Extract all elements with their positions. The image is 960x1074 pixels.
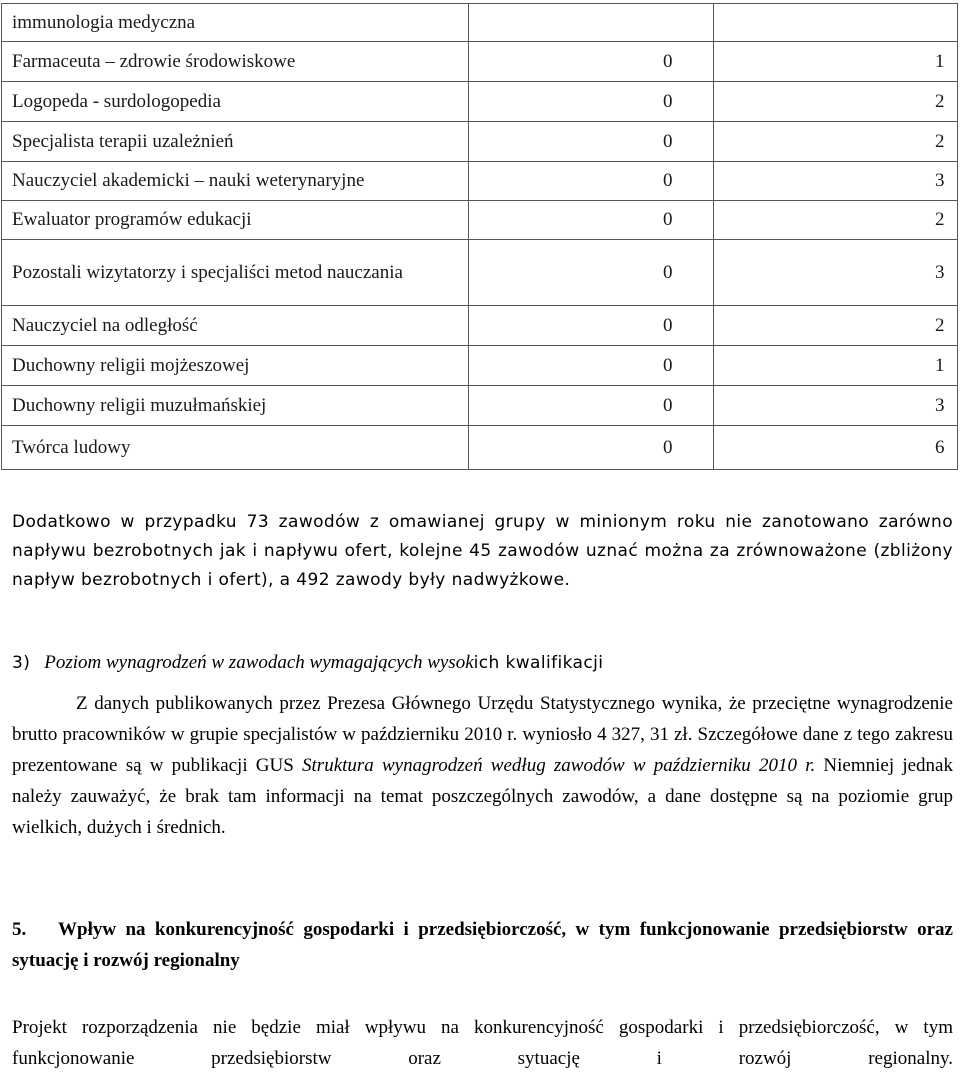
- occupation-name: Twórca ludowy: [2, 426, 469, 470]
- table-row: [2, 4, 958, 42]
- value-a: 0: [469, 42, 714, 82]
- value-b: 3: [714, 162, 958, 201]
- occupation-name: Farmaceuta – zdrowie środowiskowe: [2, 42, 469, 82]
- table-row: [2, 386, 958, 426]
- paragraph-wages: [12, 688, 953, 843]
- section-3-heading: [12, 648, 953, 678]
- value-b: 3: [714, 386, 958, 426]
- value-a: 0: [469, 201, 714, 240]
- section-3-number: 3): [12, 653, 31, 673]
- value-a: 0: [469, 346, 714, 386]
- value-b: [714, 4, 958, 42]
- paragraph-wages-part1: Z danych publikowanych przez Prezesa Głównego Urzędu Statystycznego wynika, że przeciętne wynagrodzenie brutto pracowników w grupie specjalistów w październiku 2010 r. wyniosło 4 327, 31 zł. Szczegółowe dane z tego zakresu prezentowane są w publikacji GUS: [12, 693, 953, 776]
- occupation-name: Nauczyciel na odległość: [2, 306, 469, 346]
- table-row: [2, 426, 958, 470]
- occupation-name: Pozostali wizytatorzy i specjaliści metod nauczania: [2, 240, 469, 306]
- occupation-name: Logopeda - surdologopedia: [2, 82, 469, 122]
- value-b: 2: [714, 201, 958, 240]
- value-b: 2: [714, 306, 958, 346]
- value-a: 0: [469, 306, 714, 346]
- table-row: [2, 162, 958, 201]
- table-row: [2, 82, 958, 122]
- value-a: 0: [469, 82, 714, 122]
- occupation-name: Duchowny religii muzułmańskiej: [2, 386, 469, 426]
- value-b: 3: [714, 240, 958, 306]
- value-b: 2: [714, 82, 958, 122]
- paragraph-competitiveness: Projekt rozporządzenia nie będzie miał wpływu na konkurencyjność gospodarki i przedsiębiorczość, w tym funkcjonowanie przedsiębiorstw oraz sytuację i rozwój regionalny.: [12, 1017, 953, 1069]
- occupation-name: Duchowny religii mojżeszowej: [2, 346, 469, 386]
- table-row: [2, 346, 958, 386]
- value-a: 0: [469, 122, 714, 162]
- occupation-name: immunologia medyczna: [2, 4, 469, 42]
- value-b: 2: [714, 122, 958, 162]
- value-b: 1: [714, 42, 958, 82]
- table-row: [2, 306, 958, 346]
- table-row: [2, 42, 958, 82]
- section-5-title: Wpływ na konkurencyjność gospodarki i przedsiębiorczość, w tym funkcjonowanie przedsiębiorstw oraz sytuację i rozwój regionalny: [12, 919, 953, 971]
- value-a: [469, 4, 714, 42]
- value-a: 0: [469, 240, 714, 306]
- table-row: [2, 122, 958, 162]
- section-3-title-italic: Poziom wynagrodzeń w zawodach wymagających wysok: [44, 652, 474, 673]
- value-a: 0: [469, 386, 714, 426]
- occupation-name: Ewaluator programów edukacji: [2, 201, 469, 240]
- section-5-heading: [12, 914, 953, 976]
- paragraph-wages-part2: Niemniej jednak należy zauważyć, że brak tam informacji na temat poszczególnych zawodów, a dane dostępne są na poziomie grup wielkich, dużych i średnich.: [12, 755, 953, 838]
- paragraph-imbalance: Dodatkowo w przypadku 73 zawodów z omawianej grupy w minionym roku nie zanotowano zarówno napływu bezrobotnych jak i napływu ofert, kolejne 45 zawodów uznać można za zrównoważone (zbliżony napływ bezrobotnych i ofert), a 492 zawody były nadwyżkowe.: [12, 512, 953, 590]
- occupation-name: Specjalista terapii uzależnień: [2, 122, 469, 162]
- value-b: 1: [714, 346, 958, 386]
- occupations-table: [1, 3, 958, 470]
- table-row: [2, 201, 958, 240]
- table-row: [2, 240, 958, 306]
- occupation-name: Nauczyciel akademicki – nauki weterynaryjne: [2, 162, 469, 201]
- value-b: 6: [714, 426, 958, 470]
- section-5-number: 5.: [12, 919, 27, 940]
- section-3-title-rest: ich kwalifikacji: [473, 653, 604, 673]
- publication-title: Struktura wynagrodzeń według zawodów w październiku 2010 r.: [302, 755, 816, 776]
- value-a: 0: [469, 426, 714, 470]
- value-a: 0: [469, 162, 714, 201]
